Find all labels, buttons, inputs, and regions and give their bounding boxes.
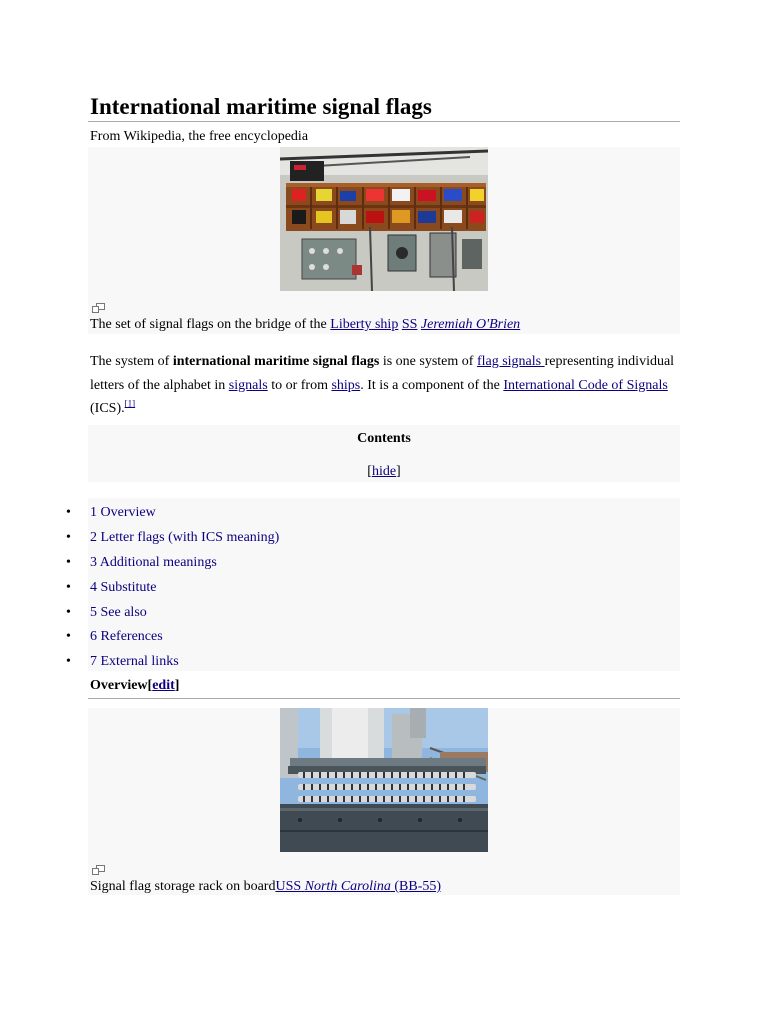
flag-storage-rack-photo[interactable] — [280, 708, 488, 852]
bullet-icon: • — [66, 505, 71, 520]
link-jeremiah-obrien[interactable]: Jeremiah O'Brien — [420, 317, 521, 332]
link-text: USS — [275, 879, 305, 894]
toc-header — [88, 425, 680, 482]
intro-text: to or from — [267, 377, 332, 393]
toc-link-overview[interactable]: 1 Overview — [90, 505, 156, 520]
toc-item — [0, 576, 680, 601]
toc-hide-link[interactable]: hide — [371, 464, 397, 479]
section-divider — [88, 698, 680, 699]
link-ships[interactable]: ships — [331, 377, 361, 393]
intro-text: . It is a component of the — [360, 377, 504, 393]
bullet-icon: • — [66, 579, 71, 595]
section-heading-overview — [90, 677, 179, 695]
citation-link[interactable]: [1] — [124, 398, 136, 409]
link-text: (BB-55) — [390, 879, 442, 894]
bullet-icon: • — [66, 629, 71, 645]
figure-caption — [90, 316, 520, 334]
signal-flag-locker-photo[interactable] — [280, 147, 488, 291]
intro-text: The system of — [90, 354, 173, 369]
page-title: International maritime signal flags — [90, 94, 432, 119]
toc-link-letter-flags[interactable]: 2 Letter flags (with ICS meaning) — [90, 529, 280, 545]
bullet-icon: • — [66, 554, 71, 570]
toc-link-external-links[interactable]: 7 External links — [90, 654, 179, 670]
link-signals[interactable]: signals — [228, 377, 268, 393]
toc-link-see-also[interactable]: 5 See also — [90, 604, 147, 620]
link-flag-signals[interactable]: flag signals — [476, 354, 545, 369]
link-uss-north-carolina[interactable] — [275, 879, 441, 894]
figure-caption — [90, 878, 441, 896]
intro-text: (ICS). — [90, 401, 125, 416]
toc-item — [0, 551, 680, 576]
title-divider — [88, 121, 680, 122]
link-text-italic: North Carolina — [304, 879, 391, 894]
enlarge-icon[interactable] — [92, 862, 105, 872]
bullet-icon: • — [66, 529, 71, 545]
section-title: Overview — [90, 678, 148, 693]
intro-bold-term: international maritime signal flags — [172, 354, 380, 369]
toc-item — [0, 501, 680, 526]
toc-title: Contents — [357, 431, 411, 446]
bullet-icon: • — [66, 604, 71, 620]
figure-signal-flags — [88, 147, 680, 334]
tagline: From Wikipedia, the free encyclopedia — [90, 129, 309, 144]
toc-link-substitute[interactable]: 4 Substitute — [90, 579, 157, 595]
figure-storage-rack — [88, 708, 680, 895]
bullet-icon: • — [66, 654, 71, 670]
edit-bracket: ] — [174, 678, 180, 693]
edit-link[interactable]: edit — [152, 678, 175, 693]
link-ss[interactable]: SS — [401, 317, 418, 332]
toc-bracket: ] — [396, 464, 401, 479]
toc-link-additional-meanings[interactable]: 3 Additional meanings — [90, 554, 217, 570]
toc-item — [0, 601, 680, 626]
toc-toggle — [88, 463, 680, 481]
toc-item — [0, 650, 680, 675]
enlarge-icon[interactable] — [92, 300, 105, 310]
toc-link-references[interactable]: 6 References — [90, 629, 163, 645]
toc-list — [0, 501, 680, 675]
link-liberty-ship[interactable]: Liberty ship — [330, 317, 399, 332]
edit-bracket: [ — [147, 678, 153, 693]
link-international-code-of-signals[interactable]: International Code of Signals — [503, 377, 668, 393]
toc-bracket: [ — [367, 464, 372, 479]
intro-text: is one system of — [379, 354, 477, 369]
caption-text: The set of signal flags on the bridge of the — [90, 317, 331, 332]
intro-text: representing individual letters of the alphabet in — [90, 354, 675, 393]
toc-item — [0, 625, 680, 650]
toc-item — [0, 526, 680, 551]
intro-paragraph — [90, 350, 682, 421]
caption-text: Signal flag storage rack on board — [90, 879, 276, 894]
